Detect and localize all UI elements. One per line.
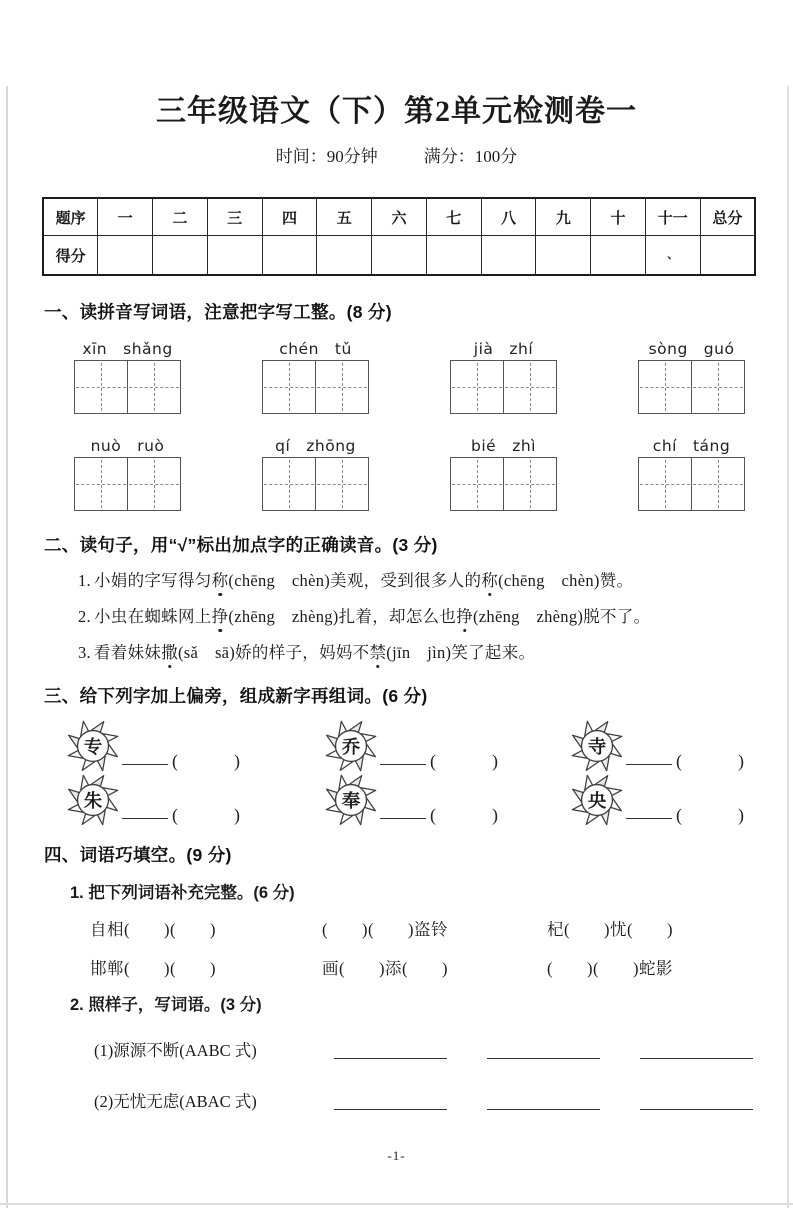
character-writing-box bbox=[74, 457, 181, 511]
subsection-two-heading: 2. 照样子，写词语。(3 分) bbox=[70, 996, 262, 1014]
score-cell: 、 bbox=[645, 236, 700, 276]
section-three bbox=[0, 683, 793, 829]
flower-row bbox=[64, 717, 763, 775]
score-cell bbox=[536, 236, 591, 276]
writing-cell bbox=[315, 361, 368, 413]
score-table-column-header: 十一 bbox=[645, 198, 700, 236]
writing-cell bbox=[503, 361, 556, 413]
paren-close: ) bbox=[492, 805, 498, 825]
score-table-column-header: 七 bbox=[426, 198, 481, 236]
pinyin-label: nuò ruò bbox=[90, 437, 165, 455]
emphasis-dotted-character: 禁 bbox=[369, 643, 387, 662]
sentence bbox=[78, 604, 793, 630]
flower-character-icon bbox=[322, 771, 380, 829]
score-table-column-header: 五 bbox=[317, 198, 372, 236]
paren-open: ( bbox=[676, 751, 682, 771]
character-writing-box bbox=[74, 360, 181, 414]
character-writing-box bbox=[262, 457, 369, 511]
writing-cell bbox=[75, 361, 127, 413]
writing-cell bbox=[639, 458, 691, 510]
pinyin-label: jià zhí bbox=[473, 340, 534, 358]
answer-blank-line bbox=[640, 1057, 753, 1059]
pinyin-writing-group bbox=[638, 435, 745, 511]
sentence-text: (jīn jìn)笑了起来。 bbox=[386, 643, 536, 662]
sentence bbox=[78, 640, 793, 666]
score-table-column-header: 总分 bbox=[700, 198, 755, 236]
radical-composition-item bbox=[568, 717, 763, 775]
writing-cell bbox=[127, 361, 180, 413]
score-table-row-label: 得分 bbox=[43, 236, 98, 276]
pinyin-label: chén tǔ bbox=[279, 340, 352, 358]
section-two bbox=[0, 532, 793, 666]
score-table-column-header: 四 bbox=[262, 198, 317, 236]
score-cell bbox=[426, 236, 481, 276]
score-cell bbox=[262, 236, 317, 276]
answer-blank-line bbox=[122, 763, 168, 765]
writing-cell bbox=[639, 361, 691, 413]
sentence-list bbox=[78, 568, 793, 666]
writing-cell bbox=[503, 458, 556, 510]
score-table-column-header: 三 bbox=[207, 198, 262, 236]
score-cell bbox=[153, 236, 208, 276]
svg-text:寺: 寺 bbox=[587, 736, 607, 757]
page-number: -1- bbox=[387, 1148, 406, 1163]
flower-character-icon bbox=[322, 717, 380, 775]
flower-row bbox=[64, 771, 763, 829]
answer-blank-line bbox=[334, 1108, 447, 1110]
subsection-one-heading: 1. 把下列词语补充完整。(6 分) bbox=[70, 884, 295, 902]
flower-character-icon bbox=[568, 717, 626, 775]
pattern-word-row bbox=[94, 1090, 793, 1114]
pinyin-label: chí táng bbox=[652, 437, 731, 455]
sentence-text: 小娟的字写得匀 bbox=[93, 571, 212, 590]
paren-open: ( bbox=[430, 751, 436, 771]
idiom-fill-grid bbox=[90, 916, 793, 979]
scan-edge-bottom bbox=[0, 1203, 793, 1205]
test-paper-page bbox=[0, 86, 793, 1208]
score-cell bbox=[481, 236, 536, 276]
emphasis-dotted-character: 称 bbox=[481, 571, 499, 590]
score-table-row-label: 题序 bbox=[43, 198, 98, 236]
pinyin-writing-group bbox=[262, 338, 369, 414]
character-writing-box bbox=[638, 457, 745, 511]
time-limit-text: 时间：90分钟 bbox=[275, 147, 378, 166]
pattern-example-label: (2)无忧无虑(ABAC 式) bbox=[94, 1092, 257, 1111]
writing-cell bbox=[315, 458, 368, 510]
pinyin-label: qí zhōng bbox=[275, 437, 356, 455]
scan-edge-right bbox=[787, 86, 789, 1208]
pinyin-row bbox=[74, 338, 745, 414]
answer-blank-line bbox=[626, 817, 672, 819]
score-table-column-header: 九 bbox=[536, 198, 591, 236]
idiom-fill-item: 画( )添( ) bbox=[322, 959, 448, 978]
writing-cell bbox=[263, 458, 315, 510]
answer-blank-line bbox=[380, 763, 426, 765]
pinyin-writing-group bbox=[262, 435, 369, 511]
character-writing-box bbox=[638, 360, 745, 414]
sentence-number: 1. bbox=[78, 571, 91, 590]
pattern-word-row bbox=[94, 1039, 793, 1063]
subtitle bbox=[0, 142, 793, 167]
writing-cell bbox=[263, 361, 315, 413]
paren-open: ( bbox=[676, 805, 682, 825]
section-one-heading: 一、读拼音写词语，注意把字写工整。(8 分) bbox=[44, 302, 392, 322]
answer-blank-line bbox=[380, 817, 426, 819]
idiom-fill-item: ( )( )盗铃 bbox=[322, 920, 448, 939]
sentence-text: (sǎ sā)娇的样子，妈妈不 bbox=[178, 643, 370, 662]
character-writing-box bbox=[450, 457, 557, 511]
sentence-number: 2. bbox=[78, 607, 91, 626]
pinyin-writing-group bbox=[450, 435, 557, 511]
section-four bbox=[0, 842, 793, 1114]
score-table-column-header: 八 bbox=[481, 198, 536, 236]
pinyin-label: xīn shǎng bbox=[82, 340, 173, 358]
radical-composition-item bbox=[64, 717, 322, 775]
idiom-fill-item: 自相( )( ) bbox=[90, 920, 216, 939]
radical-composition-item bbox=[322, 717, 568, 775]
answer-blank-line bbox=[334, 1057, 447, 1059]
idiom-fill-item: 邯郸( )( ) bbox=[90, 959, 216, 978]
score-cell bbox=[591, 236, 646, 276]
page-title: 三年级语文（下）第2单元检测卷一 bbox=[156, 95, 637, 128]
emphasis-dotted-character: 挣 bbox=[211, 607, 229, 626]
pinyin-label: bié zhì bbox=[471, 437, 536, 455]
flower-character-icon bbox=[568, 771, 626, 829]
answer-blank-line bbox=[487, 1108, 600, 1110]
score-cell bbox=[700, 236, 755, 276]
answer-blank-line bbox=[487, 1057, 600, 1059]
writing-cell bbox=[451, 458, 503, 510]
pinyin-writing-group bbox=[74, 435, 181, 511]
sentence-text: 看着妹妹 bbox=[93, 643, 162, 662]
section-two-heading: 二、读句子，用“√”标出加点字的正确读音。(3 分) bbox=[44, 535, 438, 555]
flower-character-icon bbox=[64, 717, 122, 775]
sentence-text: (zhēng zhèng)脱不了。 bbox=[473, 607, 651, 626]
pattern-example-label: (1)源源不断(AABC 式) bbox=[94, 1041, 257, 1060]
answer-blank-line bbox=[640, 1108, 753, 1110]
pinyin-writing-group bbox=[74, 338, 181, 414]
character-writing-box bbox=[450, 360, 557, 414]
score-cell bbox=[98, 236, 153, 276]
sentence-text: 小虫在蜘蛛网上 bbox=[93, 607, 212, 626]
sentence bbox=[78, 568, 793, 594]
idiom-fill-item: 杞( )忧( ) bbox=[547, 920, 673, 939]
emphasis-dotted-character: 挣 bbox=[456, 607, 474, 626]
writing-cell bbox=[127, 458, 180, 510]
writing-cell bbox=[75, 458, 127, 510]
paren-close: ) bbox=[234, 805, 240, 825]
writing-cell bbox=[691, 458, 744, 510]
answer-blank-line bbox=[626, 763, 672, 765]
svg-text:乔: 乔 bbox=[341, 736, 361, 757]
score-table-column-header: 十 bbox=[591, 198, 646, 236]
svg-text:专: 专 bbox=[83, 736, 103, 757]
score-table-column-header: 二 bbox=[153, 198, 208, 236]
svg-text:朱: 朱 bbox=[83, 790, 103, 811]
radical-composition-item bbox=[568, 771, 763, 829]
radical-composition-item bbox=[322, 771, 568, 829]
score-table-column-header: 六 bbox=[372, 198, 427, 236]
pinyin-label: sòng guó bbox=[648, 340, 735, 358]
character-writing-box bbox=[262, 360, 369, 414]
paren-open: ( bbox=[430, 805, 436, 825]
scan-edge-left bbox=[6, 86, 8, 1208]
emphasis-dotted-character: 称 bbox=[211, 571, 229, 590]
pinyin-writing-group bbox=[450, 338, 557, 414]
paren-close: ) bbox=[738, 751, 744, 771]
paren-open: ( bbox=[172, 751, 178, 771]
answer-blank-line bbox=[122, 817, 168, 819]
pattern-rows bbox=[0, 1039, 793, 1114]
idiom-fill-item: ( )( )蛇影 bbox=[547, 959, 673, 978]
pinyin-writing-group bbox=[638, 338, 745, 414]
flower-character-icon bbox=[64, 771, 122, 829]
emphasis-dotted-character: 撒 bbox=[161, 643, 178, 662]
sentence-text: (chēng chèn)美观，受到很多人的 bbox=[228, 571, 482, 590]
pinyin-row bbox=[74, 435, 745, 511]
paren-close: ) bbox=[234, 751, 240, 771]
score-table-column-header: 一 bbox=[98, 198, 153, 236]
score-cell bbox=[372, 236, 427, 276]
writing-cell bbox=[691, 361, 744, 413]
svg-text:央: 央 bbox=[587, 790, 607, 811]
writing-cell bbox=[451, 361, 503, 413]
paren-close: ) bbox=[492, 751, 498, 771]
flower-rows bbox=[64, 717, 763, 829]
section-four-heading: 四、词语巧填空。(9 分) bbox=[44, 845, 232, 865]
score-table bbox=[42, 197, 756, 276]
score-cell bbox=[207, 236, 262, 276]
sentence-text: (zhēng zhèng)扎着，却怎么也 bbox=[228, 607, 457, 626]
section-one bbox=[0, 299, 793, 511]
score-cell bbox=[317, 236, 372, 276]
radical-composition-item bbox=[64, 771, 322, 829]
paren-close: ) bbox=[738, 805, 744, 825]
svg-text:奉: 奉 bbox=[341, 790, 361, 811]
sentence-number: 3. bbox=[78, 643, 91, 662]
sentence-text: (chēng chèn)赞。 bbox=[498, 571, 634, 590]
section-three-heading: 三、给下列字加上偏旁，组成新字再组词。(6 分) bbox=[44, 686, 428, 706]
full-score-text: 满分：100分 bbox=[423, 147, 518, 166]
paren-open: ( bbox=[172, 805, 178, 825]
